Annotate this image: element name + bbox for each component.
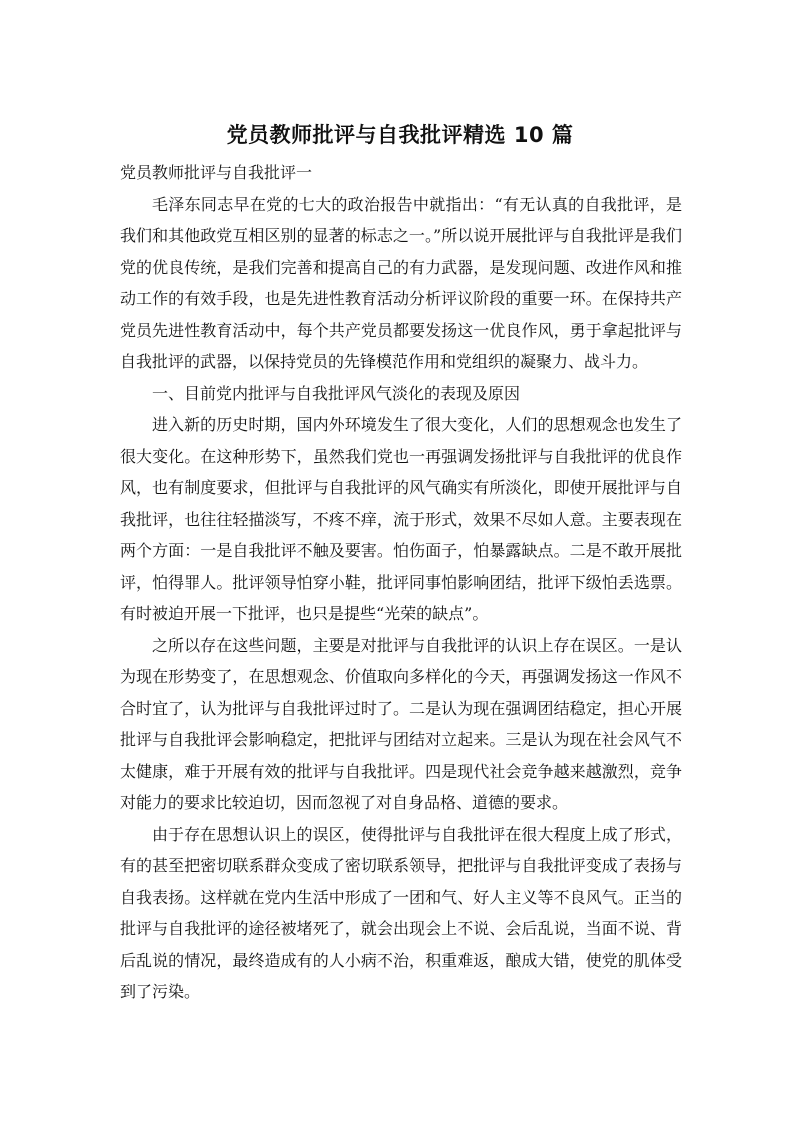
paragraph: 由于存在思想认识上的误区，使得批评与自我批评在很大程度上成了形式，有的甚至把密切联系群众变成了密切联系领导，把批评与自我批评变成了表扬与自我表扬。这样就在党内生活中形成了一团和气、好人主义等不良风气。正当的批评与自我批评的途径被堵死了，就会出现会上不说、会后乱说，当面不说、背后乱说的情况，最终造成有的人小病不治，积重难返，酿成大错，使党的肌体受到了污染。 [120, 824, 682, 1001]
paragraph: 之所以存在这些问题，主要是对批评与自我批评的认识上存在误区。一是认为现在形势变了，在思想观念、价值取向多样化的今天，再强调发扬这一作风不合时宜了，认为批评与自我批评过时了。二是认为现在强调团结稳定，担心开展批评与自我批评会影响稳定，把批评与团结对立起来。三是认为现在社会风气不太健康，难于开展有效的批评与自我批评。四是现代社会竞争越来越激烈，竞争对能力的要求比较迫切，因而忽视了对自身品格、道德的要求。 [120, 635, 682, 812]
document-title: 党员教师批评与自我批评精选 10 篇 [226, 123, 574, 147]
paragraph: 毛泽东同志早在党的七大的政治报告中就指出：“有无认真的自我批评，是我们和其他政党互相区别的显著的标志之一。”所以说开展批评与自我批评是我们党的优良传统，是我们完善和提高自己的有力武器，是发现问题、改进作风和推动工作的有效手段，也是先进性教育活动分析评议阶段的重要一环。在保持共产党员先进性教育活动中，每个共产党员都要发扬这一优良作风，勇于拿起批评与自我批评的武器，以保持党员的先锋模范作用和党组织的凝聚力、战斗力。 [120, 194, 682, 371]
paragraph: 进入新的历史时期，国内外环境发生了很大变化，人们的思想观念也发生了很大变化。在这种形势下，虽然我们党也一再强调发扬批评与自我批评的优良作风，也有制度要求，但批评与自我批评的风气确实有所淡化，即使开展批评与自我批评，也往往轻描淡写，不疼不痒，流于形式，效果不尽如人意。主要表现在两个方面：一是自我批评不触及要害。怕伤面子，怕暴露缺点。二是不敢开展批评，怕得罪人。批评领导怕穿小鞋，批评同事怕影响团结，批评下级怕丢选票。有时被迫开展一下批评，也只是提些“光荣的缺点”。 [120, 415, 682, 623]
section-heading: 一、目前党内批评与自我批评风气淡化的表现及原因 [152, 383, 521, 403]
section-subtitle: 党员教师批评与自我批评一 [120, 163, 313, 182]
document-body [120, 157, 682, 1008]
